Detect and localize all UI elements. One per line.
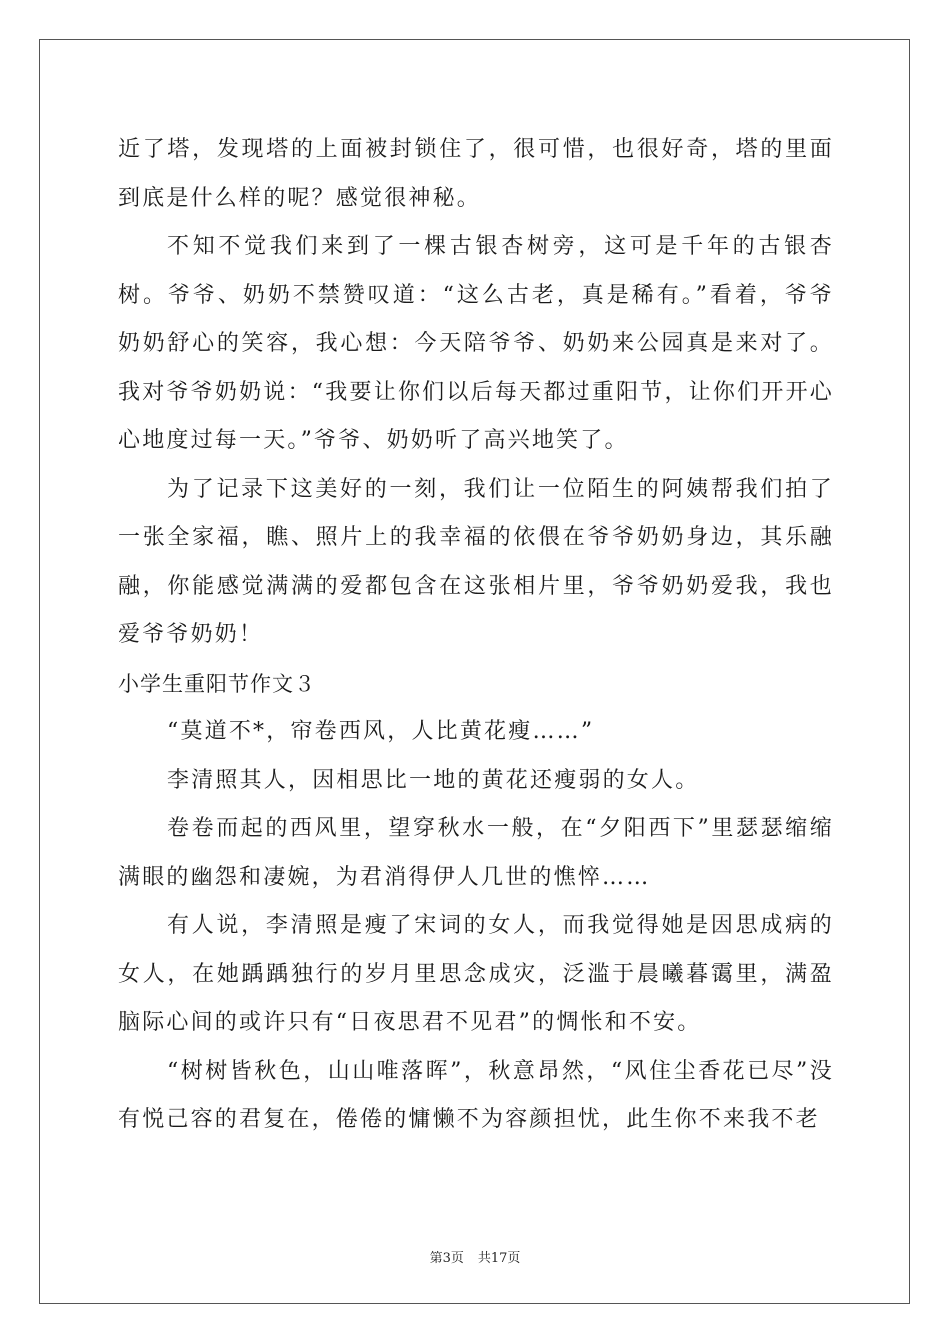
paragraph: 近了塔，发现塔的上面被封锁住了，很可惜，也很好奇，塔的里面到底是什么样的呢？感觉很神秘。 <box>118 137 834 211</box>
document-body <box>118 126 834 1145</box>
page-footer <box>0 1247 950 1266</box>
paragraph: 有人说，李清照是瘦了宋词的女人，而我觉得她是因思成病的女人，在她踽踽独行的岁月里思念成灾，泛滥于晨曦暮霭里，满盈脑际心间的或许只有“日夜思君不见君”的惆怅和不安。 <box>118 913 834 1035</box>
paragraph: “树树皆秋色，山山唯落晖”，秋意昂然，“风住尘香花已尽”没有悦己容的君复在，倦倦的慵懒不为容颜担忧，此生你不来我不老 <box>118 1058 834 1132</box>
page-total: 共17页 <box>477 1251 521 1266</box>
section-heading: 小学生重阳节作文３ <box>118 671 316 696</box>
paragraph: 为了记录下这美好的一刻，我们让一位陌生的阿姨帮我们拍了一张全家福，瞧、照片上的我幸福的依偎在爷爷奶奶身边，其乐融融，你能感觉满满的爱都包含在这张相片里，爷爷奶奶爱我，我也爱爷爷奶奶！ <box>118 476 834 647</box>
paragraph: 不知不觉我们来到了一棵古银杏树旁，这可是千年的古银杏树。爷爷、奶奶不禁赞叹道：“这么古老，真是稀有。”看着，爷爷奶奶舒心的笑容，我心想：今天陪爷爷、奶奶来公园真是来对了。我对爷爷奶奶说：“我要让你们以后每天都过重阳节，让你们开开心心地度过每一天。”爷爷、奶奶听了高兴地笑了。 <box>118 234 834 453</box>
paragraph: 李清照其人，因相思比一地的黄花还瘦弱的女人。 <box>167 767 700 793</box>
page-number: 第3页 <box>429 1251 464 1266</box>
paragraph: 卷卷而起的西风里，望穿秋水一般，在“夕阳西下”里瑟瑟缩缩满眼的幽怨和凄婉，为君消得伊人几世的憔悴…… <box>118 816 834 890</box>
paragraph: “莫道不*，帘卷西风，人比黄花瘦……” <box>167 719 595 744</box>
